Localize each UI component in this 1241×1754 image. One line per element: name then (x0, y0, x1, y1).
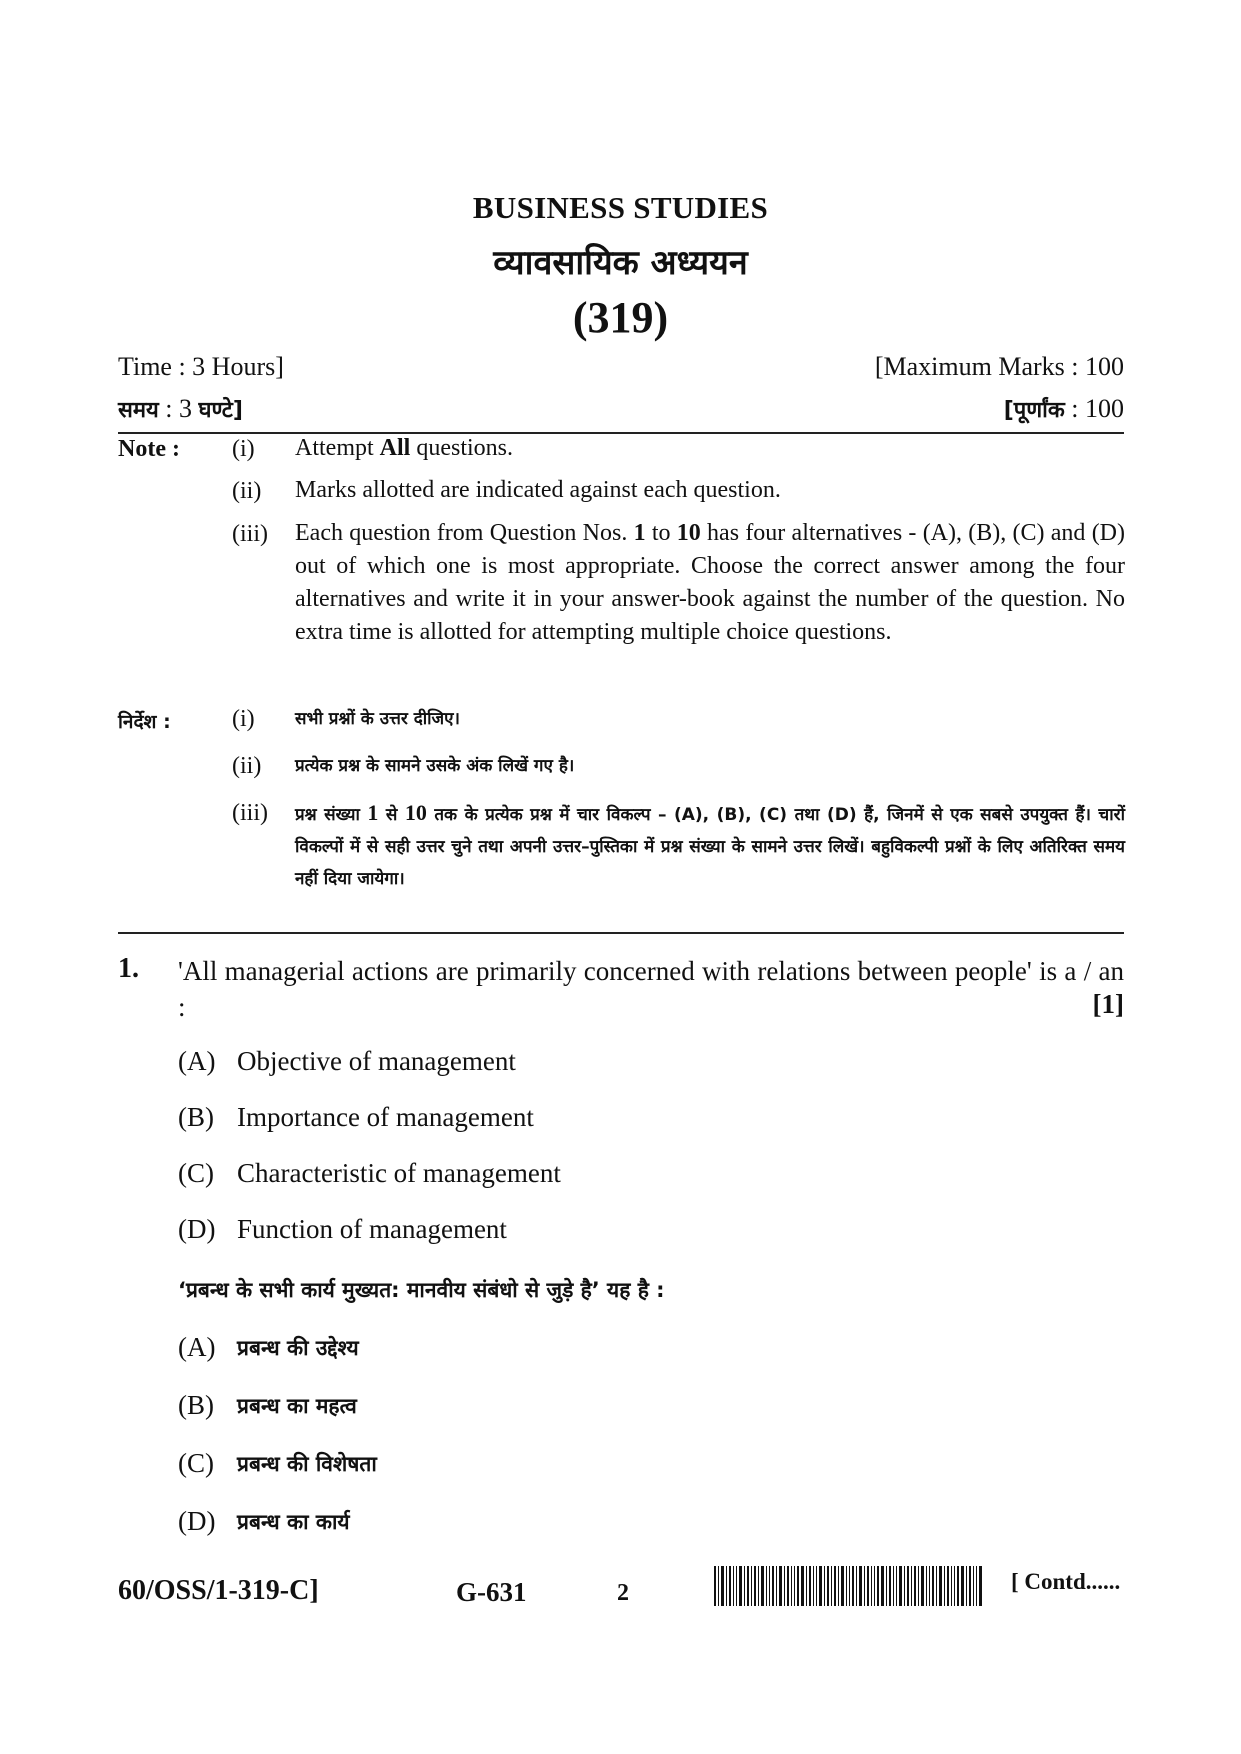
note-text-bold: 10 (404, 800, 427, 825)
note-label-hindi: निर्देश : (118, 711, 171, 733)
note-number: (iii) (232, 521, 268, 547)
page-number: 2 (617, 1580, 629, 1606)
option-text-english: Function of management (237, 1214, 507, 1244)
note-text-bold: All (379, 435, 411, 461)
note-text-bold: 1 (367, 800, 379, 825)
time-hindi-unit: घण्टे] (198, 398, 243, 423)
note-number: (iii) (232, 800, 268, 826)
barcode-icon (714, 1566, 984, 1606)
note-text: Attempt (295, 435, 380, 461)
note-text: तक के प्रत्येक प्रश्न में चार विकल्प – (A), (B), (C) तथा (D) हैं, जिनमें से एक सबसे उपयुक्त हैं। चारों विकल्पों में से सही उत्तर चुने तथा अपनी उत्तर–पुस्तिका में प्रश्न संख्या के सामने उत्तर लिखें। बहुविकल्पी प्रश्नों के लिए अतिरिक्त समय नहीं दिया जायेगा। (295, 805, 1125, 889)
note-text-bold: सभी (295, 709, 323, 729)
option-text-hindi: प्रबन्ध की विशेषता (237, 1452, 377, 1476)
time-marks-row-english (118, 352, 1124, 382)
note-item-english (295, 517, 1125, 649)
option-letter: (C) (178, 1158, 214, 1188)
option-text-english: Importance of management (237, 1102, 534, 1132)
time-hindi (118, 394, 243, 424)
note-text: Each question from Question Nos. (295, 520, 634, 546)
note-number: (ii) (232, 753, 262, 779)
option-letter: (A) (178, 1332, 216, 1362)
note-number: (i) (232, 706, 255, 732)
note-item-hindi: प्रत्येक प्रश्न के सामने उसके अंक लिखें गए है। (295, 756, 575, 776)
max-marks-hindi-value: : 100 (1064, 394, 1124, 423)
option-text-english: Characteristic of management (237, 1158, 561, 1188)
note-text: प्रश्नों के उत्तर दीजिए। (322, 709, 460, 729)
time-marks-row-hindi (118, 394, 1124, 424)
time-hindi-value: : 3 (158, 394, 199, 423)
subject-title-hindi: व्यावसायिक अध्ययन (493, 243, 748, 283)
option-letter: (C) (178, 1448, 214, 1478)
note-item-english: Marks allotted are indicated against each question. (295, 477, 781, 503)
question-marks: [1] (1092, 989, 1124, 1019)
note-text: questions. (410, 435, 513, 461)
series-code: G-631 (456, 1577, 527, 1607)
subject-title-english: BUSINESS STUDIES (472, 190, 769, 225)
question-number: 1. (118, 953, 139, 984)
max-marks-hindi-label: [पूर्णांक (1003, 398, 1065, 423)
note-text: प्रश्न संख्या (295, 805, 368, 825)
note-text: has four alternatives - (A), (B), (C) and (D) out of which one is most appropriate. Choose the correct answer among the four alternatives and write it in your answer-book against the number of the question. No extra time is allotted for attempting multiple choice questions. (295, 520, 1126, 645)
note-number: (i) (232, 436, 255, 462)
note-item-english (295, 432, 1125, 465)
paper-code: 60/OSS/1-319-C] (118, 1575, 319, 1606)
note-label-english: Note : (118, 436, 180, 462)
max-marks-hindi (1004, 394, 1124, 424)
option-text-hindi: प्रबन्ध की उद्देश्य (237, 1336, 359, 1360)
time-hindi-label: समय (118, 398, 159, 423)
option-letter: (D) (178, 1506, 216, 1536)
option-text-hindi: प्रबन्ध का महत्व (237, 1394, 357, 1418)
option-letter: (B) (178, 1390, 214, 1420)
continued-label: [ Contd...... (1011, 1569, 1121, 1594)
question-text-english: 'All managerial actions are primarily concerned with relations between people' is a / an : (178, 956, 1124, 1022)
option-text-hindi: प्रबन्ध का कार्य (237, 1510, 350, 1534)
option-text-english: Objective of management (237, 1046, 516, 1076)
question-text-hindi: ‘प्रबन्ध के सभी कार्य मुख्यत: मानवीय संबंधो से जुड़े है’ यह है : (178, 1278, 665, 1302)
option-letter: (B) (178, 1102, 214, 1132)
note-item-hindi (295, 797, 1125, 895)
max-marks-english: [Maximum Marks : 100 (874, 352, 1124, 381)
note-text-bold: 1 (633, 520, 646, 546)
option-letter: (D) (178, 1214, 216, 1244)
note-number: (ii) (232, 478, 262, 504)
instructions-divider (118, 932, 1124, 934)
note-text-bold: 10 (676, 520, 701, 546)
note-item-hindi (295, 703, 1125, 735)
note-text: to (645, 520, 677, 546)
time-english: Time : 3 Hours] (118, 352, 284, 381)
subject-code: (319) (572, 293, 669, 342)
note-text: से (378, 805, 405, 825)
option-letter: (A) (178, 1046, 216, 1076)
